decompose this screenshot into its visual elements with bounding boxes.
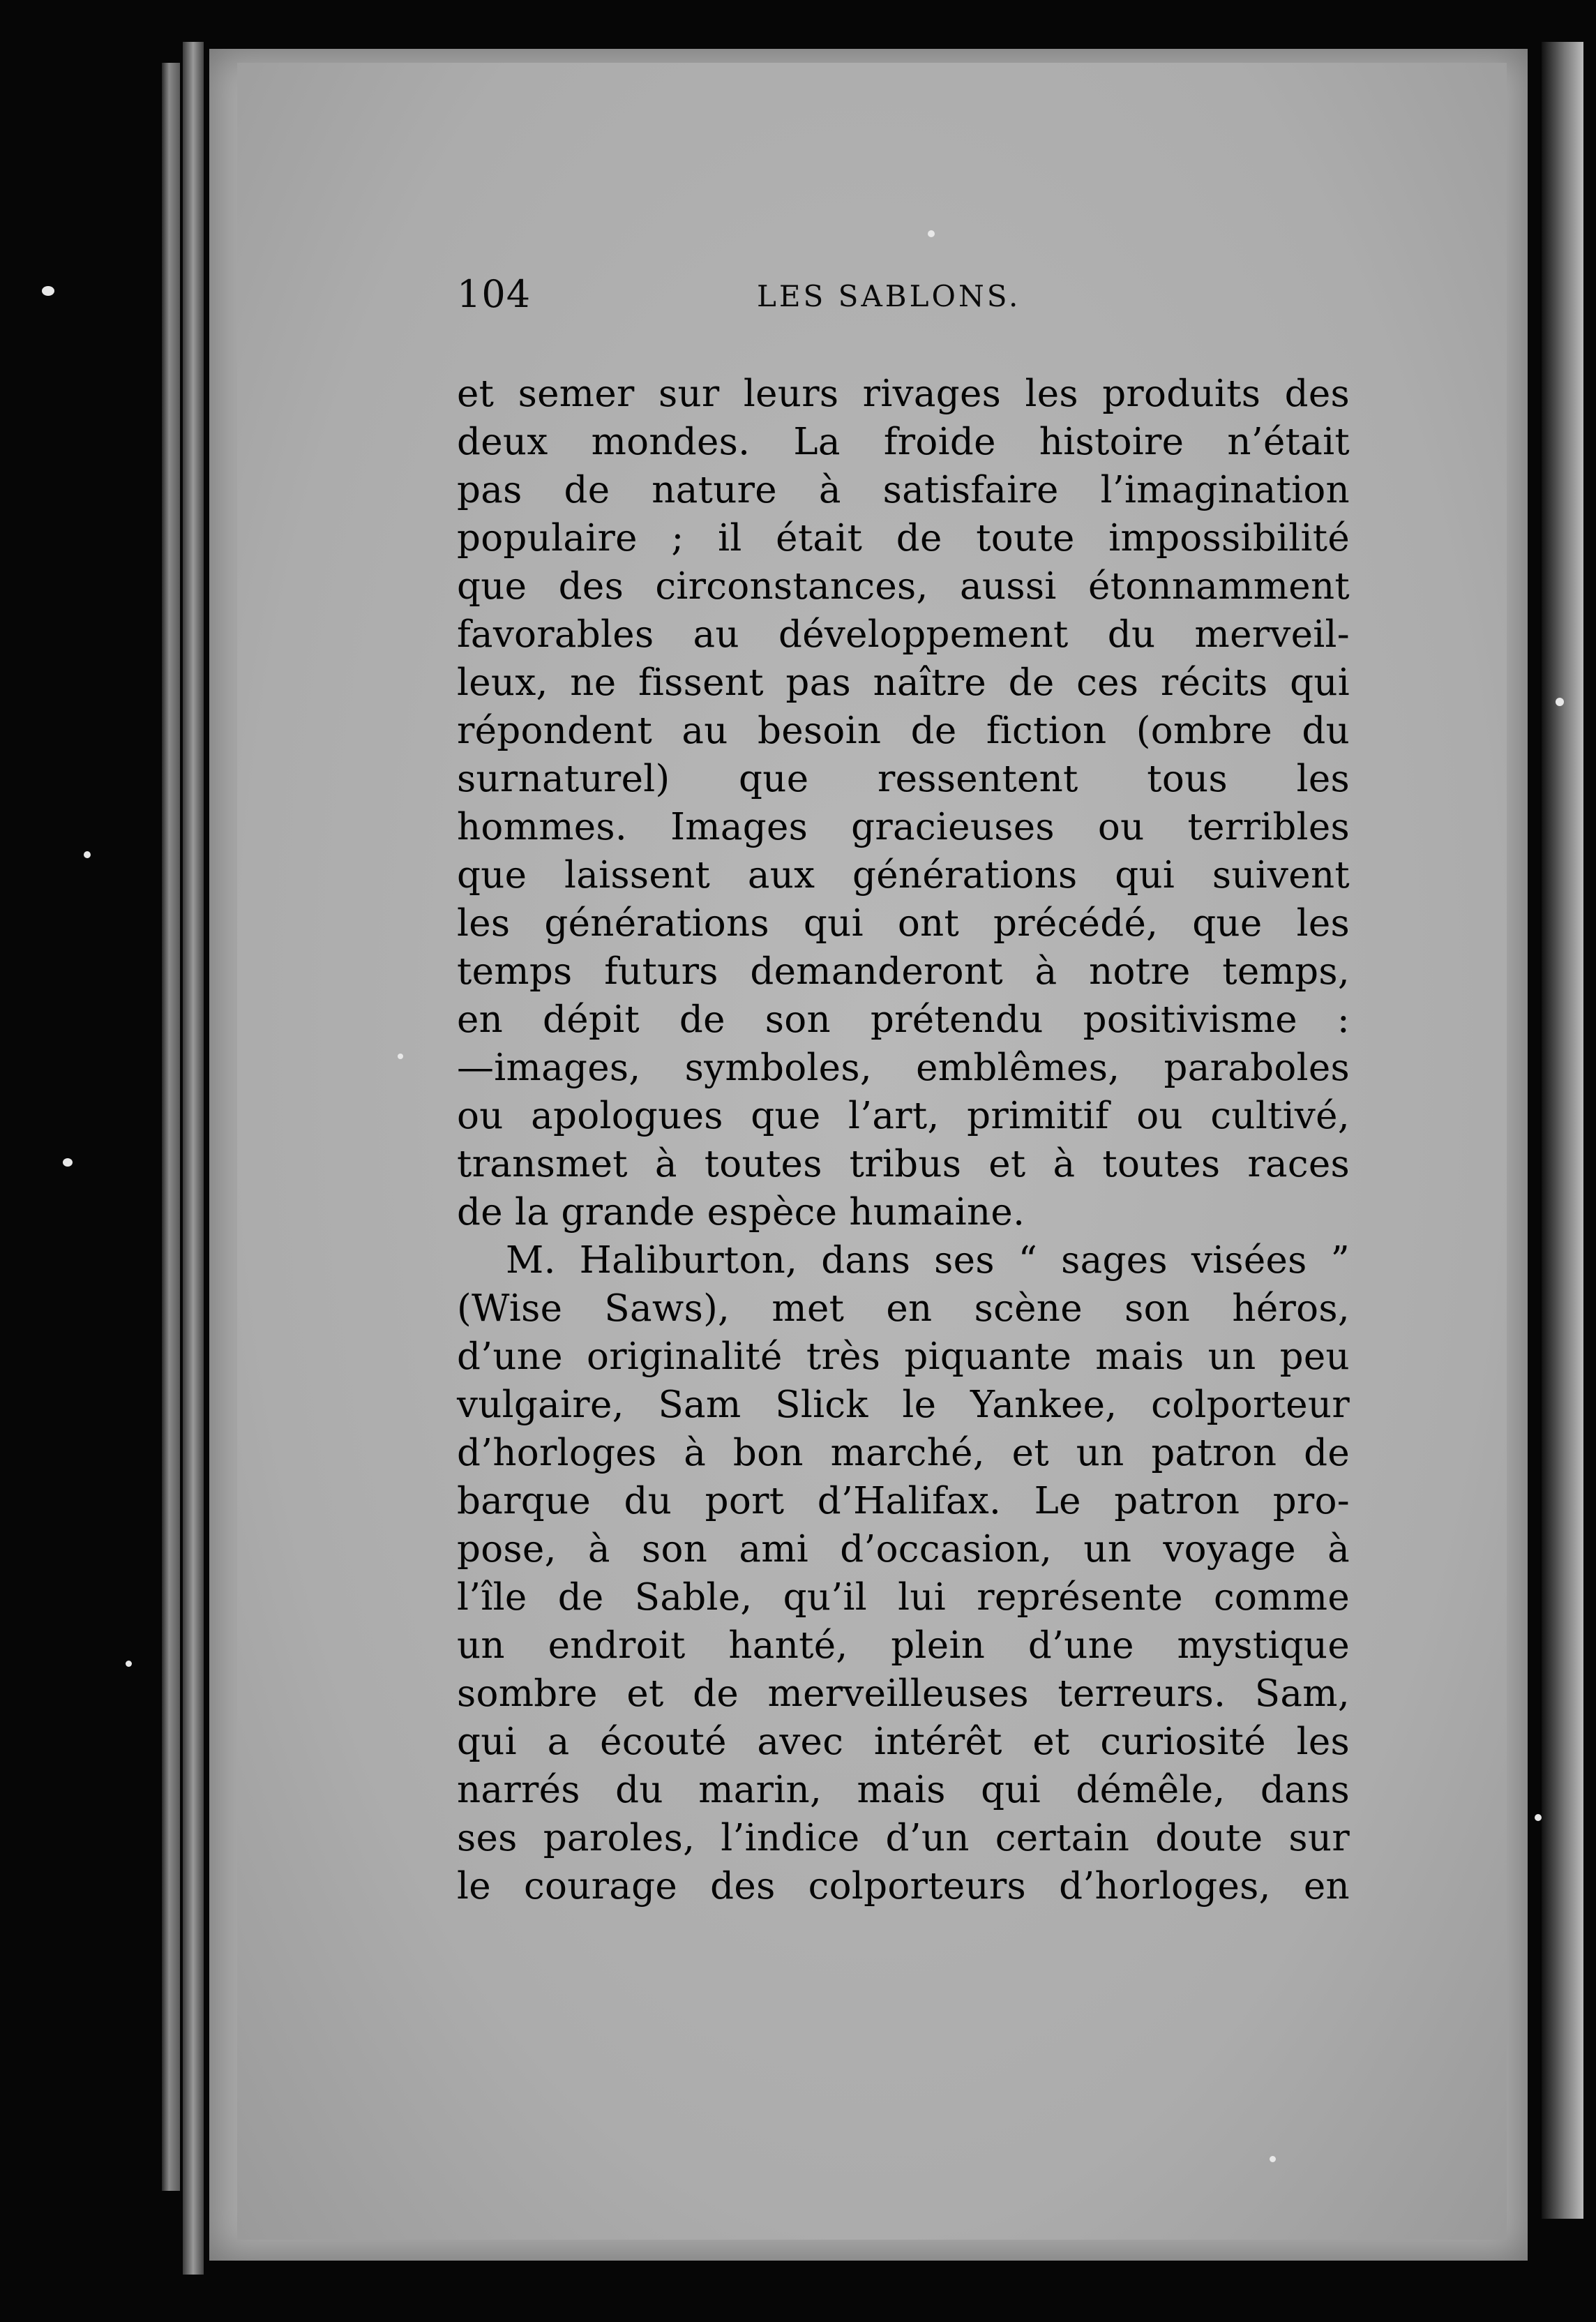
text-line: ou apologues que l’art, primitif ou cultivé,	[457, 1095, 1350, 1137]
dust-speck	[84, 851, 91, 858]
running-title: LES SABLONS.	[757, 279, 1021, 313]
text-line: favorables au développement du merveil-	[457, 613, 1350, 656]
text-line: d’une originalité très piquante mais un peu	[457, 1335, 1350, 1378]
text-line: temps futurs demanderont à notre temps,	[457, 950, 1350, 993]
text-line: l’île de Sable, qu’il lui représente comme	[457, 1576, 1350, 1619]
text-line: les générations qui ont précédé, que les	[457, 902, 1350, 945]
text-line: surnaturel) que ressentent tous les	[457, 758, 1350, 800]
dust-speck	[1270, 2156, 1276, 2162]
text-line: un endroit hanté, plein d’une mystique	[457, 1624, 1350, 1667]
text-line: M. Haliburton, dans ses “ sages visées ”	[506, 1239, 1350, 1282]
text-line: sombre et de merveilleuses terreurs. Sam,	[457, 1672, 1350, 1715]
text-line: que des circonstances, aussi étonnamment	[457, 565, 1350, 608]
book-edge-left-inner	[183, 42, 204, 2275]
dust-speck	[1535, 1814, 1542, 1821]
body-text	[457, 370, 1350, 1910]
text-line: (Wise Saws), met en scène son héros,	[457, 1287, 1350, 1330]
text-line: que laissent aux générations qui suivent	[457, 854, 1350, 897]
dust-speck	[1556, 698, 1564, 706]
book-edge-left	[162, 63, 180, 2191]
text-line: et semer sur leurs rivages les produits des	[457, 373, 1350, 415]
running-head	[457, 272, 1364, 335]
dust-speck	[42, 286, 54, 296]
text-line: populaire ; il était de toute impossibilité	[457, 517, 1350, 560]
dust-speck	[63, 1158, 73, 1167]
text-line: d’horloges à bon marché, et un patron de	[457, 1432, 1350, 1474]
dust-speck	[398, 1054, 403, 1059]
text-line: pose, à son ami d’occasion, un voyage à	[457, 1528, 1350, 1571]
text-line: hommes. Images gracieuses ou terribles	[457, 806, 1350, 848]
text-line: qui a écouté avec intérêt et curiosité les	[457, 1721, 1350, 1763]
text-line: répondent au besoin de fiction (ombre du	[457, 710, 1350, 752]
text-line: pas de nature à satisfaire l’imagination	[457, 469, 1350, 511]
book-edge-right	[1542, 42, 1583, 2219]
text-line: le courage des colporteurs d’horloges, en	[457, 1865, 1350, 1908]
dust-speck	[126, 1661, 132, 1667]
text-line: de la grande espèce humaine.	[457, 1191, 1025, 1234]
text-line: vulgaire, Sam Slick le Yankee, colporteur	[457, 1384, 1350, 1426]
page-number: 104	[457, 272, 532, 316]
text-line: transmet à toutes tribus et à toutes races	[457, 1143, 1350, 1185]
text-line: en dépit de son prétendu positivisme :	[457, 998, 1350, 1041]
text-line: barque du port d’Halifax. Le patron pro-	[457, 1480, 1350, 1522]
dust-speck	[928, 230, 935, 237]
text-line: ses paroles, l’indice d’un certain doute sur	[457, 1817, 1350, 1859]
text-line: —images, symboles, emblêmes, paraboles	[457, 1047, 1350, 1089]
text-line: narrés du marin, mais qui démêle, dans	[457, 1769, 1350, 1811]
text-line: deux mondes. La froide histoire n’était	[457, 421, 1350, 463]
text-line: leux, ne fissent pas naître de ces récits qui	[457, 661, 1350, 704]
